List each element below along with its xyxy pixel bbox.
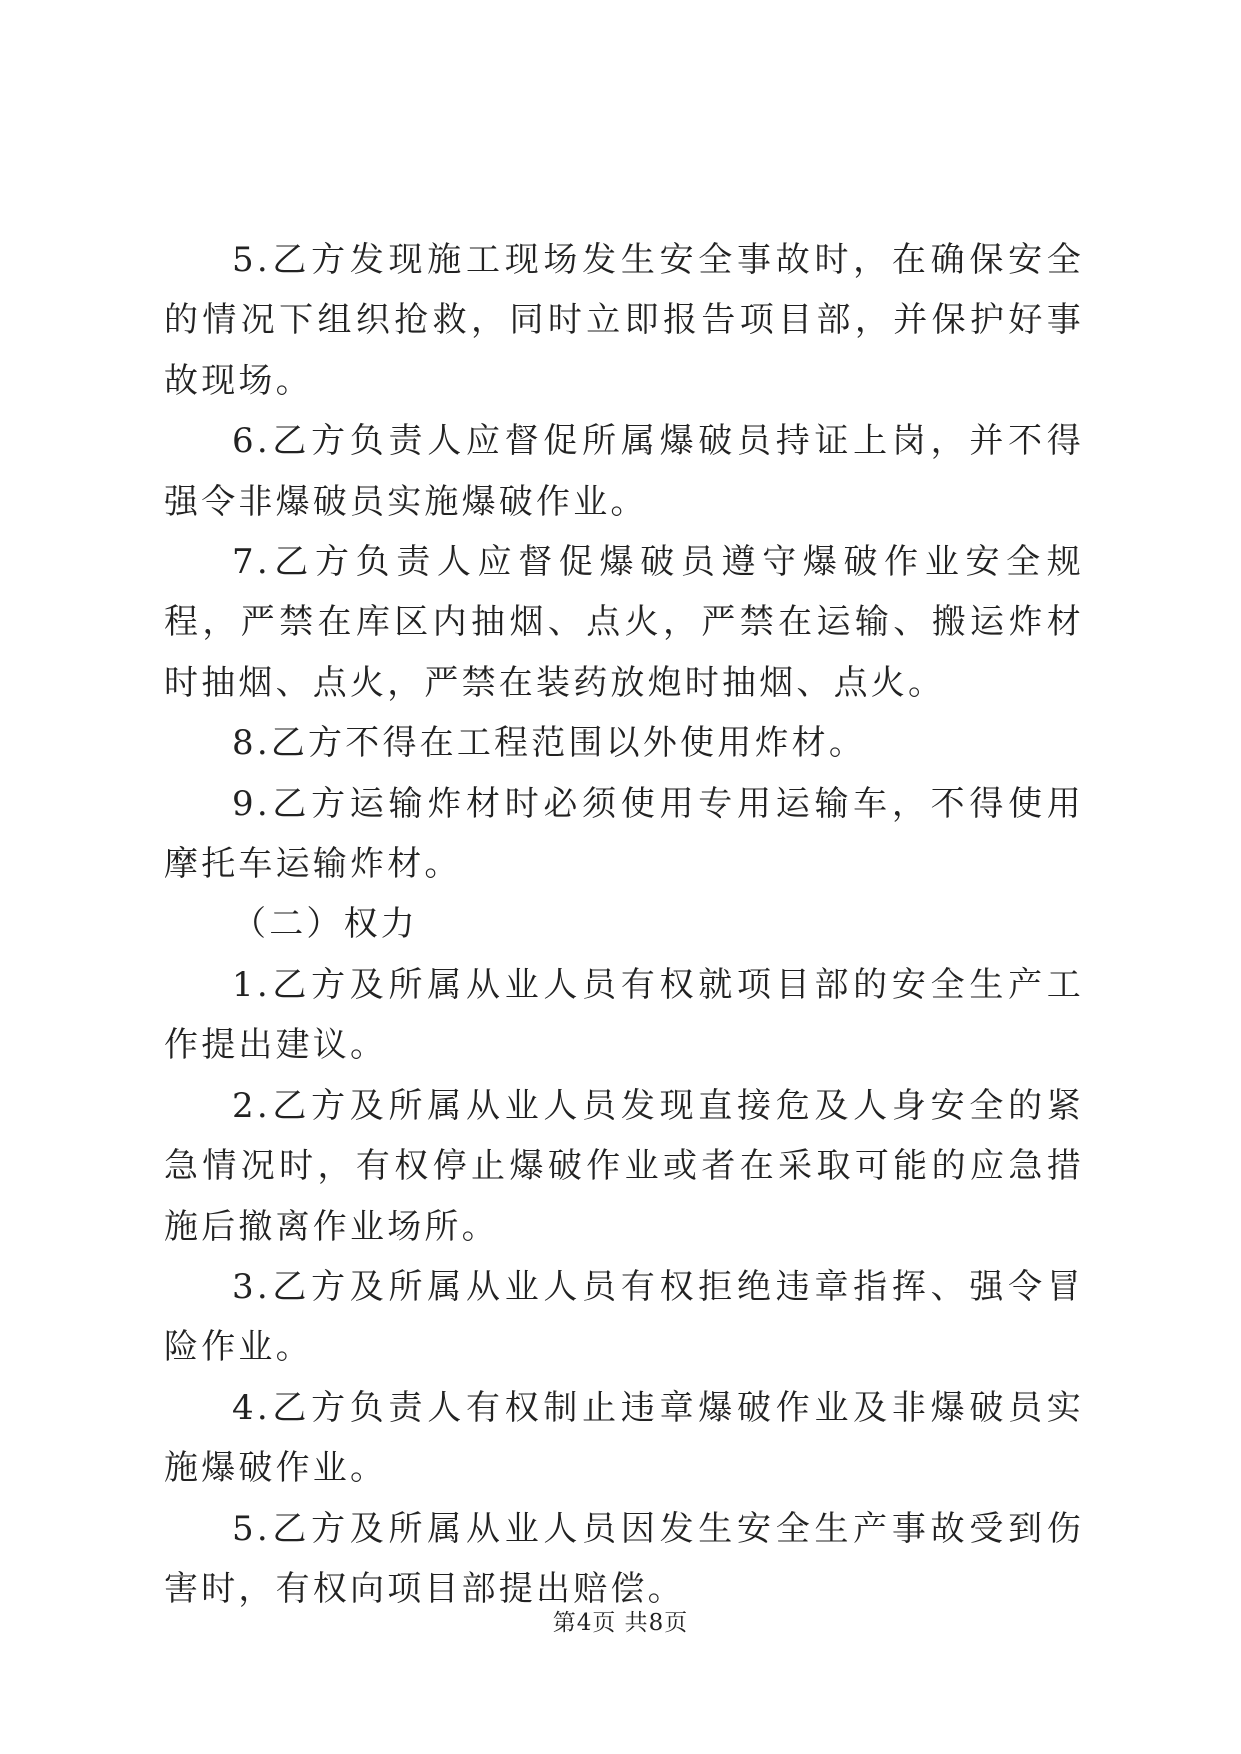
page-number-footer: 第4页 共8页 (552, 1610, 689, 1636)
paragraph-duty-5: 5.乙方发现施工现场发生安全事故时，在确保安全的情况下组织抢救，同时立即报告项目部，并保护好事故现场。 (164, 240, 1084, 401)
paragraph-right-4: 4.乙方负责人有权制止违章爆破作业及非爆破员实施爆破作业。 (164, 1387, 1084, 1489)
paragraph-duty-6: 6.乙方负责人应督促所属爆破员持证上岗，并不得强令非爆破员实施爆破作业。 (164, 421, 1084, 522)
document-body (164, 230, 1084, 1619)
paragraph-right-5: 5.乙方及所属从业人员因发生安全生产事故受到伤害时，有权向项目部提出赔偿。 (164, 1508, 1084, 1609)
paragraph-duty-8: 8.乙方不得在工程范围以外使用炸材。 (232, 723, 867, 764)
paragraph-duty-7: 7.乙方负责人应督促爆破员遵守爆破作业安全规程，严禁在库区内抽烟、点火，严禁在运输、搬运炸材时抽烟、点火，严禁在装药放炮时抽烟、点火。 (164, 542, 1084, 703)
paragraph-right-2: 2.乙方及所属从业人员发现直接危及人身安全的紧急情况时，有权停止爆破作业或者在采取可能的应急措施后撤离作业场所。 (164, 1085, 1084, 1247)
section-heading-rights: （二）权力 (232, 904, 418, 945)
paragraph-right-1: 1.乙方及所属从业人员有权就项目部的安全生产工作提出建议。 (164, 964, 1084, 1066)
paragraph-duty-9: 9.乙方运输炸材时必须使用专用运输车，不得使用摩托车运输炸材。 (164, 783, 1084, 885)
paragraph-right-3: 3.乙方及所属从业人员有权拒绝违章指挥、强令冒险作业。 (164, 1266, 1084, 1368)
